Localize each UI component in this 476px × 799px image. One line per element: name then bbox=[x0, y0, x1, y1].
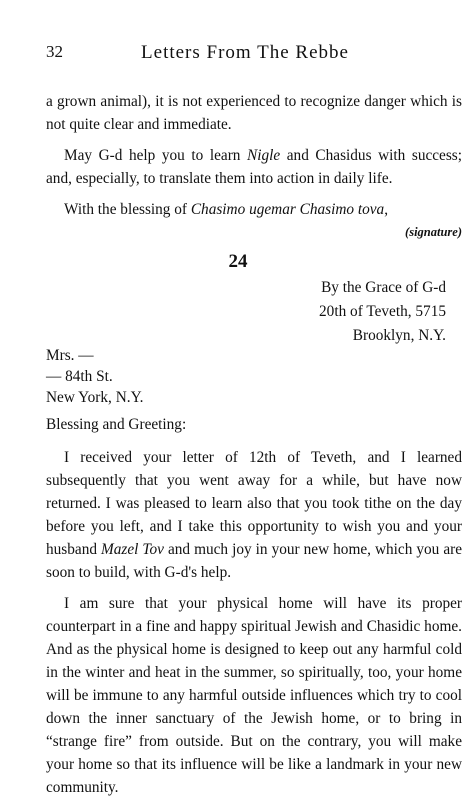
dateline-line: Brooklyn, N.Y. bbox=[352, 327, 446, 344]
address-line: Mrs. — bbox=[46, 347, 94, 364]
page-header bbox=[46, 42, 444, 66]
dateline-line: By the Grace of G-d bbox=[321, 279, 446, 296]
paragraph: May G-d help you to learn Nigle and Chasidus with success; and, especially, to translate them into action in daily life. bbox=[46, 147, 462, 187]
dateline bbox=[319, 276, 446, 348]
address-line: — 84th St. bbox=[46, 368, 113, 385]
dateline-line: 20th of Teveth, 5715 bbox=[319, 303, 446, 320]
signature-note: (signature) bbox=[405, 225, 462, 239]
paragraph: a grown animal), it is not experienced to recognize danger which is not quite clear and immediate. bbox=[46, 93, 462, 133]
letter-body bbox=[46, 446, 462, 799]
paragraph: I received your letter of 12th of Teveth, and I learned subsequently that you went away for a while, but have now returned. I was pleased to learn also that you took tithe on the day before you left, and I take this opportunity to wish you and your husband Mazel Tov and much joy in your new home, which you are soon to build, with G-d's help. bbox=[46, 449, 463, 581]
closing-blessing: With the blessing of Chasimo ugemar Chasimo tova, bbox=[64, 201, 389, 218]
letter-number: 24 bbox=[228, 251, 248, 272]
paragraph: I am sure that your physical home will have its proper counterpart in a fine and happy spiritual Jewish and Chasidic home. And as the physical home is designed to keep out any harmful cold in the winter and heat in the summer, so spiritually, too, your home will be immune to any harmful outside influences which try to cool down the inner sanctuary of the Jewish home, or to bring in “strange fire” from outside. But on the contrary, you will make your home so that its influence will be like a landmark in your new community. bbox=[46, 595, 462, 796]
previous-letter-text bbox=[46, 90, 462, 244]
address-line: New York, N.Y. bbox=[46, 389, 144, 406]
salutation: Blessing and Greeting: bbox=[46, 416, 187, 433]
running-title: Letters From The Rebbe bbox=[141, 42, 349, 63]
recipient-address bbox=[46, 345, 143, 408]
page-number: 32 bbox=[46, 42, 63, 61]
